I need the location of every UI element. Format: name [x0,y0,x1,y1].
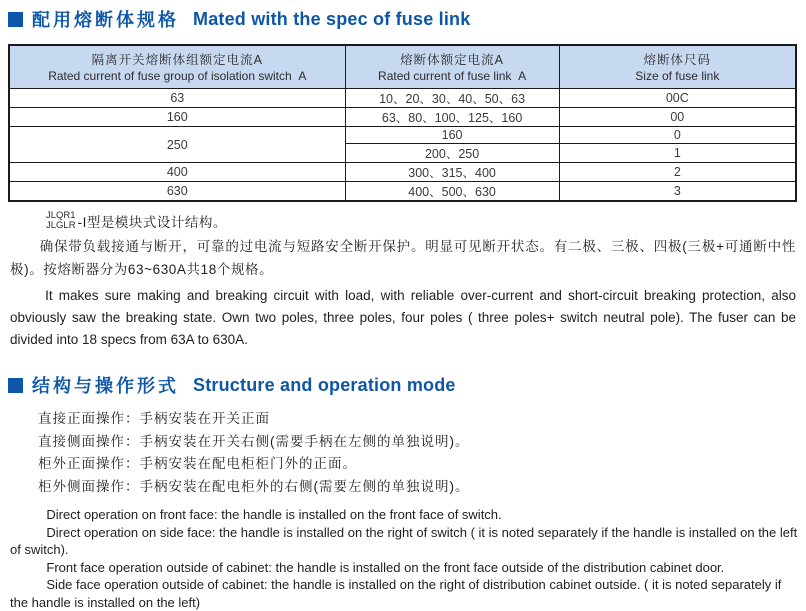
model-name-jlqr1: JLQR1 [46,210,76,221]
description-paragraph-zh: 确保带负载接通与断开，可靠的过电流与短路安全断开保护。明显可见断开状态。有二极、三极、四极(三极+可通断中性极)。按熔断器分为63~630A共18个规格。 [10,239,796,277]
model-note-text: -I型是模块式设计结构。 [77,215,227,230]
col-header-zh: 熔断体额定电流A [400,53,504,67]
table-cell-group: 160 [9,108,345,127]
table-cell-size: 0 [559,127,796,144]
table-cell-fuse: 10、20、30、40、50、63 [345,89,559,108]
section2-title-en: Structure and operation mode [193,374,456,395]
table-row [9,89,796,108]
section-marker-icon [8,378,23,393]
section-title-structure [8,372,798,398]
table-row [9,108,796,127]
mode-line-zh: 柜外正面操作：手柄安装在配电柜柜门外的正面。 [38,456,357,471]
table-row [9,182,796,202]
col-header-en: Rated current of fuse group of isolation switch A [48,69,307,83]
table-cell-fuse: 160 [345,127,559,144]
table-header-row [9,45,796,89]
mode-line-en: Front face operation outside of cabinet: the handle is installed on the front face outside of the distribution cabinet door. [46,559,725,575]
section2-title-zh: 结构与操作形式 [32,376,179,396]
table-cell-size: 00 [559,108,796,127]
table-row [9,127,796,144]
col-header-zh: 熔断体尺码 [643,53,712,67]
mode-line-zh: 直接侧面操作：手柄安装在开关右侧(需要手柄在左侧的单独说明)。 [38,433,470,449]
col-header-isolation-switch-current [9,45,345,89]
model-name-jlglr: JLGLR [46,220,76,231]
col-header-en: Size of fuse link [635,69,720,83]
table-cell-size: 1 [559,144,796,163]
mode-line-en: Side face operation outside of cabinet: the handle is installed on the right of distribution cabinet outside. ( it is noted separately if the handle is installed on the left) [10,577,782,610]
table-cell-group: 63 [9,89,345,108]
model-design-note [46,211,798,231]
mode-line-zh: 直接正面操作：手柄安装在开关正面 [38,411,270,426]
fuse-spec-table [8,44,797,202]
operation-modes-zh [38,408,798,498]
table-cell-fuse: 200、250 [345,144,559,163]
table-cell-size: 3 [559,182,796,202]
col-header-zh: 隔离开关熔断体组额定电流A [91,53,263,67]
mode-line-en: Direct operation on side face: the handle is installed on the right of switch ( it is noted separately if the handle is installed on the left of switch). [10,524,798,557]
table-cell-fuse: 400、500、630 [345,182,559,202]
section-marker-icon [8,12,23,27]
model-names [46,211,76,231]
col-header-en: Rated current of fuse link A [378,69,527,83]
mode-line-zh: 柜外侧面操作：手柄安装在配电柜外的右侧(需要左侧的单独说明)。 [38,478,470,494]
section1-title-en: Mated with the spec of fuse link [193,8,471,29]
table-cell-fuse: 300、315、400 [345,163,559,182]
table-cell-size: 2 [559,163,796,182]
operation-modes-en [10,506,798,611]
table-cell-fuse: 63、80、100、125、160 [345,108,559,127]
description-paragraph-en: It makes sure making and breaking circuit with load, with reliable over-current and short-circuit breaking protection, also obviously saw the breaking state. Own two poles, three poles, four poles ( three poles+ switch neutral pole). The fuser can be divided into 18 specs from 63A to 630A. [10,288,796,347]
table-cell-group: 630 [9,182,345,202]
table-cell-group: 250 [9,127,345,163]
mode-line-en: Direct operation on front face: the handle is installed on the front face of switch. [46,507,502,522]
col-header-fuse-link-size [559,45,796,89]
table-cell-size: 00C [559,89,796,108]
table-row [9,163,796,182]
section-title-fuse-spec [8,6,798,32]
table-cell-group: 400 [9,163,345,182]
section1-title-zh: 配用熔断体规格 [32,10,179,30]
col-header-fuse-link-current [345,45,559,89]
